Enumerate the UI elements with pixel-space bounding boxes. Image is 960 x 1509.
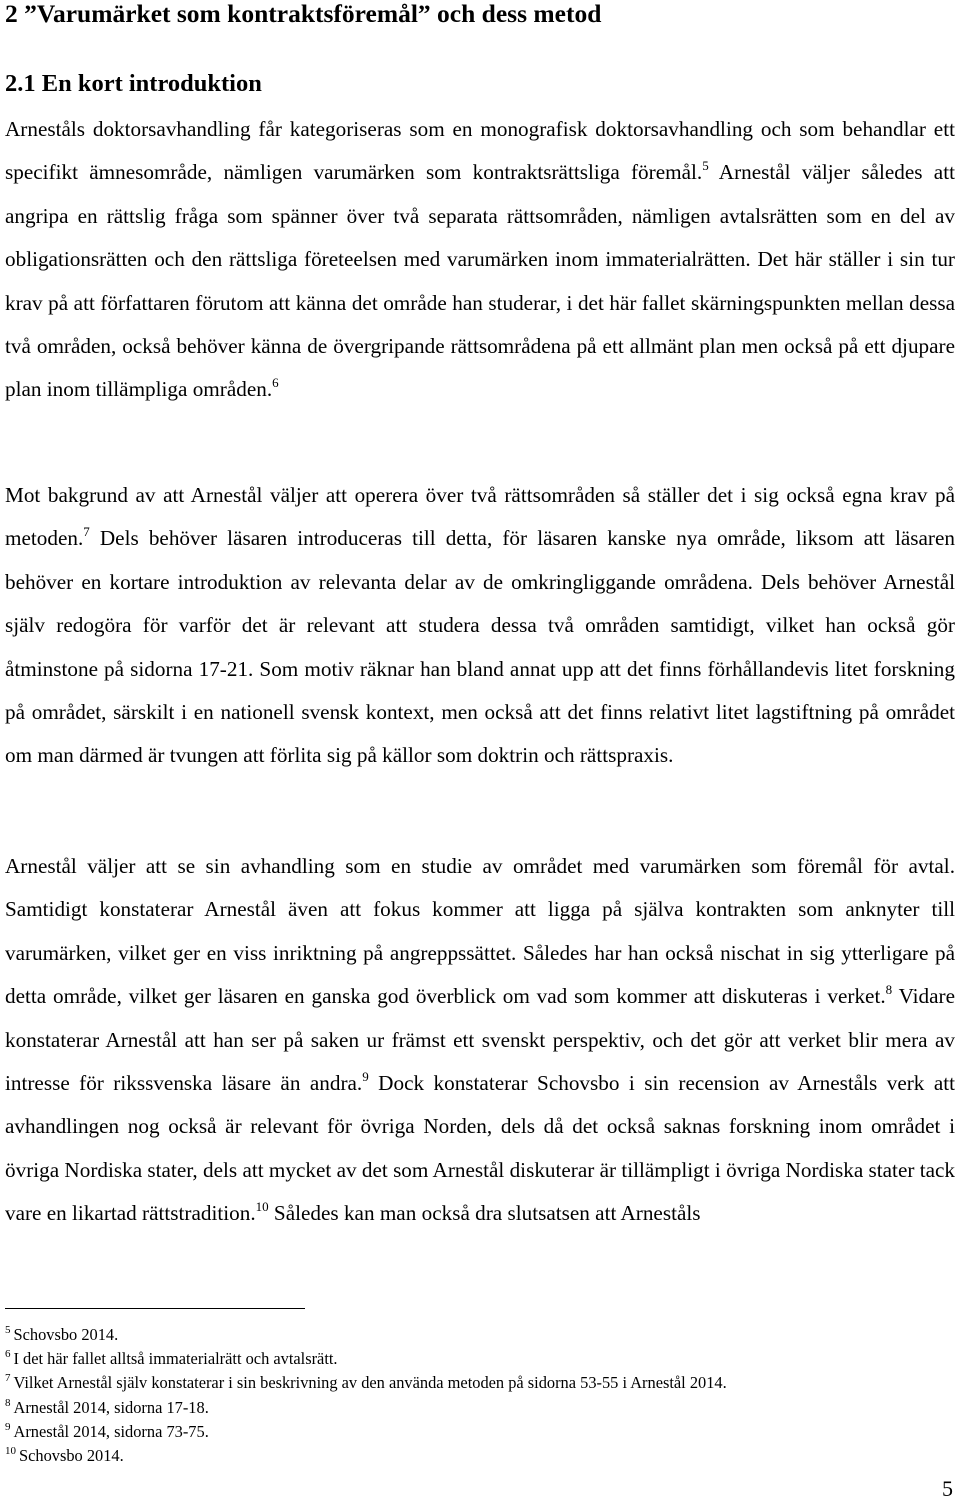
paragraph-text: Mot bakgrund av att Arnestål väljer att operera över två rättsområden så ställer det i sig också egna krav på metoden. bbox=[5, 483, 955, 551]
page-number: 5 bbox=[942, 1476, 953, 1501]
footnote-text: Vilket Arnestål själv konstaterar i sin beskrivning av den använda metoden på sidorna 53-55 i Arnestål 2014. bbox=[13, 1373, 727, 1393]
paragraph-1 bbox=[5, 108, 955, 412]
paragraph-text: Således kan man också dra slutsatsen att Arneståls bbox=[268, 1201, 701, 1226]
paragraph-text: Arnestål väljer således att angripa en rättslig fråga som spänner över två separata rättsområden, nämligen avtalsrätten som en del av obligationsrätten och den rättsliga företeelsen med varumärken inom immaterialrätten. Det här ställer i sin tur krav på att författaren förutom att känna det område han studerar, i det här fallet skärningspunkten mellan dessa två områden, också behöver känna de övergripande rättsområdena på ett allmänt plan men också på ett djupare plan inom tillämpliga områden. bbox=[5, 160, 955, 402]
paragraph-text: Arnestål väljer att se sin avhandling som en studie av området med varumärken som föremål för avtal. Samtidigt konstaterar Arnestål även att fokus kommer att ligga på själva kontrakten som anknyter till varumärken, vilket ger en viss inriktning på angreppssättet. Således har han också nischat in sig ytterligare på detta område, vilket ger läsaren en ganska god överblick om vad som kommer att diskuteras i verket. bbox=[5, 854, 955, 1009]
footnotes-list bbox=[5, 1323, 955, 1468]
footnote-item bbox=[5, 1371, 955, 1395]
footnote-divider bbox=[5, 1308, 305, 1309]
paragraph-3 bbox=[5, 845, 955, 1236]
footnote-number: 5 bbox=[5, 1324, 11, 1336]
footnote-number: 6 bbox=[5, 1348, 11, 1361]
footnote-item bbox=[5, 1420, 955, 1444]
footnote-ref-7[interactable]: 7 bbox=[83, 524, 90, 540]
footnote-ref-5[interactable]: 5 bbox=[702, 158, 709, 174]
footnote-number: 8 bbox=[5, 1396, 11, 1409]
paragraph-text: Vidare konstaterar Arnestål att han ser på saken ur främst ett svenskt perspektiv, och det gör att verket blir mera av intresse för rikssvenska läsare än andra. bbox=[5, 984, 955, 1096]
footnote-text: I det här fallet alltså immaterialrätt och avtalsrätt. bbox=[13, 1349, 338, 1369]
footnote-text: Schovsbo 2014. bbox=[19, 1446, 124, 1466]
footnote-item bbox=[5, 1323, 955, 1347]
footnote-text: Arnestål 2014, sidorna 73-75. bbox=[13, 1421, 209, 1441]
footnote-item bbox=[5, 1347, 955, 1371]
paragraph-text: Dock konstaterar Schovsbo i sin recension av Arneståls verk att avhandlingen nog också är relevant för övriga Norden, dels då det också saknas forskning inom området i övriga Nordiska stater, dels att mycket av det som Arnestål diskuterar är tillämpligt i övriga Nordiska stater tack vare en likartad rättstradition. bbox=[5, 1071, 955, 1226]
section-title: 2.1 En kort introduktion bbox=[5, 70, 262, 97]
footnote-number: 9 bbox=[5, 1420, 11, 1433]
paragraph-text: Dels behöver läsaren introduceras till detta, för läsaren kanske nya område, liksom att läsaren behöver en kortare introduktion av relevanta delar av de omkringliggande områdena. Dels behöver Arnestål själv redogöra för varför det är relevant att studera dessa två områden samtidigt, vilket han också gör åtminstone på sidorna 17-21. Som motiv räknar han bland annat upp att det finns förhållandevis litet forskning på området, särskilt i en nationell svensk kontext, men också att det finns relativt litet lagstiftning på området om man därmed är tvungen att förlita sig på källor som doktrin och rättspraxis. bbox=[5, 526, 955, 768]
footnote-item bbox=[5, 1396, 955, 1420]
chapter-title: 2 ”Varumärket som kontraktsföremål” och dess metod bbox=[5, 0, 602, 28]
footnote-ref-8[interactable]: 8 bbox=[885, 982, 893, 998]
footnote-ref-6[interactable]: 6 bbox=[272, 375, 279, 391]
footnote-number: 10 bbox=[5, 1445, 16, 1458]
footnote-text: Arnestål 2014, sidorna 17-18. bbox=[13, 1397, 209, 1417]
footnote-ref-10[interactable]: 10 bbox=[255, 1199, 269, 1215]
footnote-ref-9[interactable]: 9 bbox=[362, 1069, 369, 1085]
paragraph-text: Arneståls doktorsavhandling får kategoriseras som en monografisk doktorsavhandling och som behandlar ett specifikt ämnesområde, nämligen varumärken som kontraktsrättsliga föremål. bbox=[5, 117, 955, 185]
paragraph-2 bbox=[5, 474, 955, 778]
footnote-item bbox=[5, 1444, 955, 1468]
footnote-number: 7 bbox=[5, 1372, 11, 1385]
footnote-text: Schovsbo 2014. bbox=[13, 1325, 119, 1344]
